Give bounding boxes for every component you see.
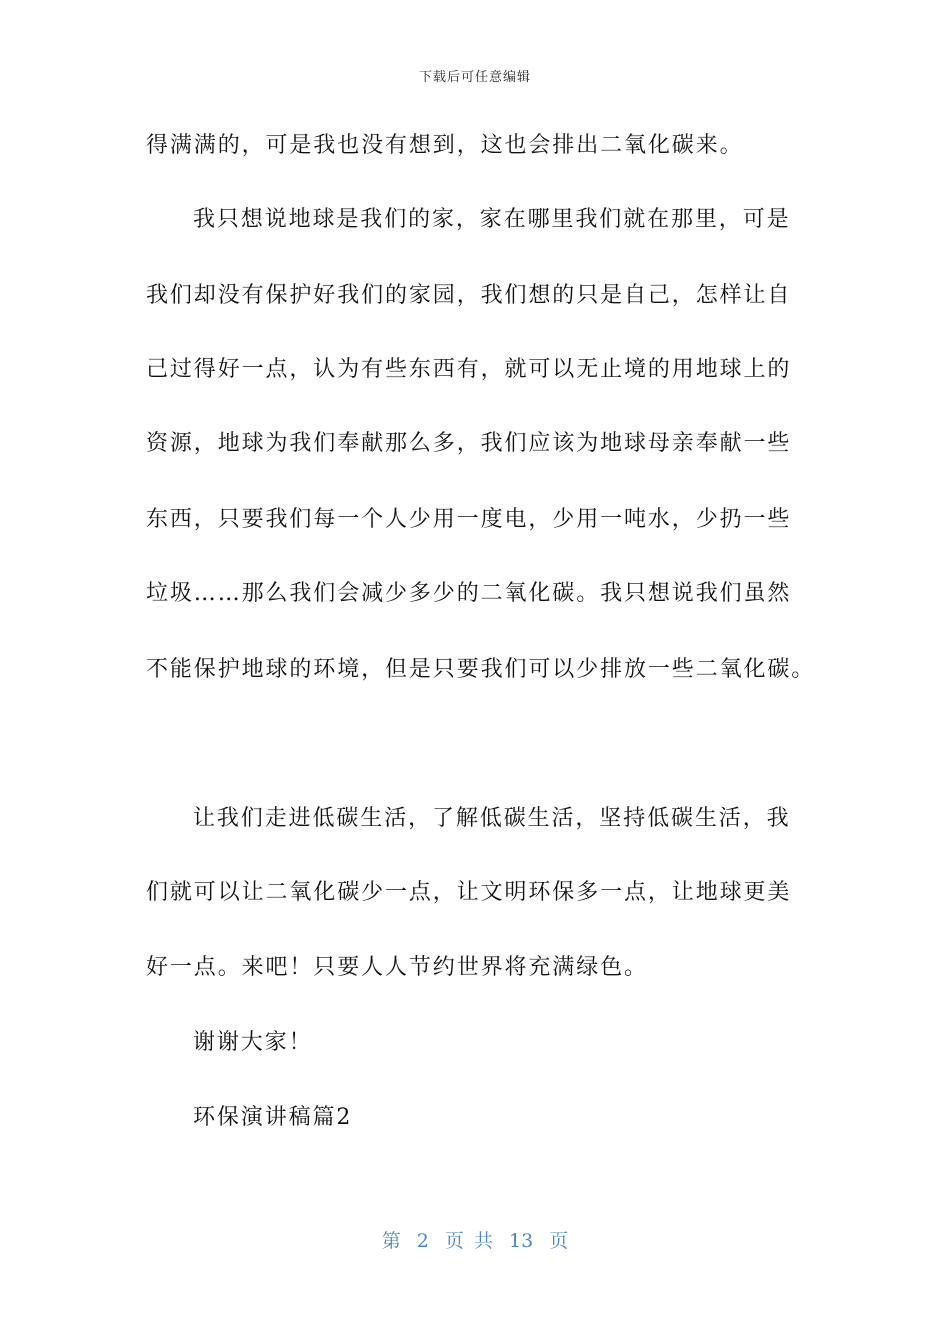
paragraph-line: 己过得好一点，认为有些东西有，就可以无止境的用地球上的 [146,357,792,382]
header-note: 下载后可任意编辑 [418,70,531,85]
paragraph-line: 好一点。来吧！只要人人节约世界将充满绿色。 [146,955,648,980]
paragraph-line: 我只想说地球是我们的家，家在哪里我们就在那里，可是 [193,207,791,232]
current-page-number: 2 [416,1230,429,1252]
paragraph-line: 我们却没有保护好我们的家园，我们想的只是自己，怎样让自 [146,283,792,308]
paragraph-line: 让我们走进低碳生活，了解低碳生活，坚持低碳生活，我 [193,806,791,831]
paragraph-line: 不能保护地球的环境，但是只要我们可以少排放一些二氧化碳。 [146,657,816,682]
paragraph-line: 们就可以让二氧化碳少一点，让文明环保多一点，让地球更美 [146,880,792,905]
footer-middle: 页 共 [444,1230,493,1252]
paragraph-line: 得满满的，可是我也没有想到，这也会排出二氧化碳来。 [146,133,744,158]
total-page-count: 13 [509,1230,534,1252]
footer-prefix: 第 [381,1230,401,1252]
closing-line: 谢谢大家！ [193,1030,313,1055]
page-footer [0,1226,950,1253]
paragraph-line: 东西，只要我们每一个人少用一度电，少用一吨水，少扔一些 [146,507,792,532]
section-title: 环保演讲稿篇2 [193,1105,353,1130]
paragraph-line: 垃圾……那么我们会减少多少的二氧化碳。我只想说我们虽然 [146,581,792,606]
footer-suffix: 页 [549,1230,569,1252]
paragraph-line: 资源，地球为我们奉献那么多，我们应该为地球母亲奉献一些 [146,431,792,456]
